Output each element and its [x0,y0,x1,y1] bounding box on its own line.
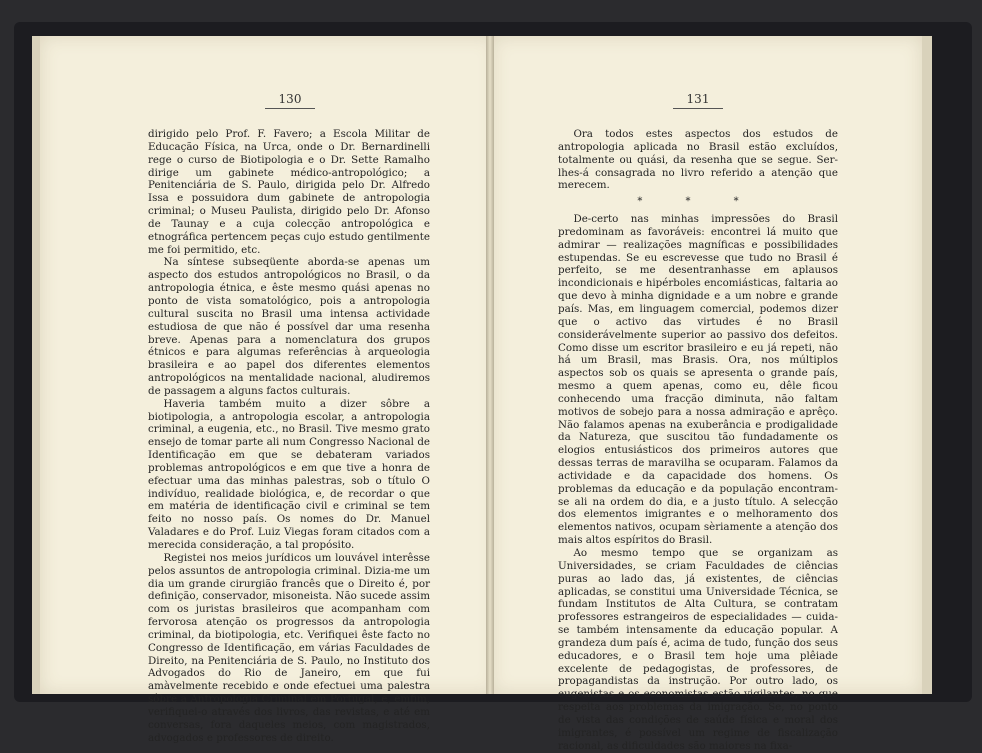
left-page-body [148,128,430,745]
paragraph: Ao mesmo tempo que se organizam as Universidades, se criam Faculdades de ciências puras ao lado das, já existentes, de ciências aplicadas, se constitui uma Universidade Técnica, se fundam Institutos de Alta Cultura, se contratam professores estrangeiros de especialidades — cuida-se também intensamente da educação popular. A grandeza dum país é, acima de tudo, função dos seus educadores, e o Brasil tem hoje uma plêiade excelente de pedagogistas, de professores, de propagandistas da instrução. Por outro lado, os eugenistas e os economistas estão vigilantes, no que respeita aos problemas da imigração. Se, no ponto de vista das condições de saúde física e moral dos imigrantes, é possível um regime de fiscalização racional, as dificuldades são maiores na fixa- [558,547,838,752]
left-page-number-rule [265,108,315,109]
paragraph: Registei nos meios jurídicos um louvável interêsse pelos assuntos de antropologia criminal. Dizia-me um dia um grande cirurgião francês que o Direito é, por definição, conservador, misoneista. Não sucede assim com os juristas brasileiros que acompanham com fervorosa atenção os progressos da antropologia criminal, da biotipologia, etc. Verifiquei êste facto no Congresso de Identificação, em várias Faculdades de Direito, na Penitenciária de S. Paulo, no Instituto dos Advogados do Rio de Janeiro, em que fui amàvelmente recebido e onde efectuei uma palestra sôbre a Antropologia Criminal em Portugal, e, emfim, verifiquei-o através dos livros, das revistas, e até em conversas, fora daqueles meios, com magistrados, advogados e professores de direito. [148,551,430,744]
paragraph: De-certo nas minhas impressões do Brasil predominam as favoráveis: encontrei lá muito que admirar — realizações magníficas e possibilidades estupendas. Se eu escrevesse que tudo no Brasil é perfeito, se me desentranhasse em aplausos incondicionais e hipérboles encomiásticas, faltaria ao que devo à minha dignidade e a um nobre e grande país. Mas, em linguagem comercial, podemos dizer que o activo das virtudes é no Brasil considerávelmente superior ao passivo dos defeitos. Como disse um escritor brasileiro e eu já repeti, não há um Brasil, mas Brasis. Ora, nos múltiplos aspectos sob os quais se apresenta o grande país, mesmo a quem apenas, como eu, dêle ficou conhecendo uma fracção diminuta, não faltam motivos de sobejo para a nossa admiração e aprêço. Não falamos apenas na exuberância e prodigalidade da Natureza, que suscitou tão fundadamente os elogios entusiásticos dos primeiros autores que dessas terras de maravilha se ocuparam. Falamos da actividade e da capacidade dos homens. Os problemas da educação e da população encontram-se ali na ordem do dia, e a justo título. A selecção dos elementos imigrantes e o melhoramento dos elementos nativos, ocupam sèriamente a atenção dos mais altos espíritos do Brasil. [558,213,838,547]
paragraph: Haveria também muito a dizer sôbre a biotipologia, a antropologia escolar, a antropologia criminal, a eugenia, etc., no Brasil. Tive mesmo grato ensejo de tomar parte ali num Congresso Nacional de Identificação em que se debateram variados problemas antropológicos e em que tive a honra de efectuar uma das minhas palestras, sob o título O indivíduo, realidade biológica, e, de recordar o que em matéria de identificação civil e criminal se tem feito no nosso país. Os nomes do Dr. Manuel Valadares e do Prof. Luiz Viegas foram citados com a merecida consideração, a tal propósito. [148,397,430,551]
paragraph: dirigido pelo Prof. F. Favero; a Escola Militar de Educação Física, na Urca, onde o Dr. Bernardinelli rege o curso de Biotipologia e o Dr. Sette Ramalho dirige um gabinete médico-antropológico; a Penitenciária de S. Paulo, dirigida pelo Dr. Alfredo Issa e possuidora dum gabinete de antropologia criminal; o Museu Paulista, dirigido pelo Dr. Afonso de Taunay e a cuja colecção antropológica e etnográfica pertencem peças cujo estudo gentilmente me foi permitido, etc. [148,128,430,256]
right-page-number-rule [673,108,723,109]
section-separator: * * * [637,196,759,208]
paragraph: Ora todos estes aspectos dos estudos de antropologia aplicada no Brasil estão excluídos, totalmente ou quási, da resenha que se segue. Ser-lhes-á consagrada no livro referido a atenção que merecem. [558,128,838,192]
left-page-number: 130 [278,92,302,106]
paragraph: Na síntese subseqüente aborda-se apenas um aspecto dos estudos antropológicos no Brasil, o da antropologia étnica, e êste mesmo quási apenas no ponto de vista somatológico, pois a antropologia cultural suscita no Brasil uma intensa actividade estudiosa de que não é possível dar uma resenha breve. Apenas para a nomenclatura dos grupos étnicos e para algumas referências à arqueologia brasileira e ao papel dos diferentes elementos antropológicos na mentalidade nacional, aludiremos de passagem a alguns factos culturais. [148,256,430,397]
right-page-number: 131 [686,92,710,106]
book-gutter [486,36,494,694]
right-page-body [558,128,838,753]
